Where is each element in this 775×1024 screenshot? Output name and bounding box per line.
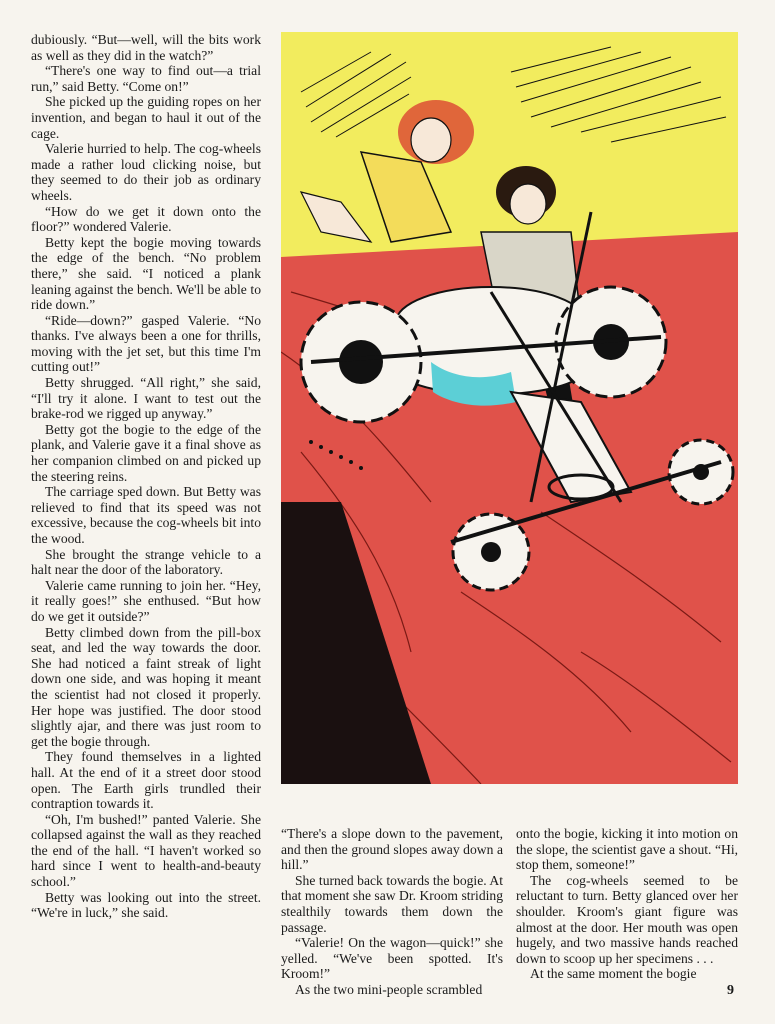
paragraph: Betty was looking out into the street. “We're in luck,” she said. bbox=[31, 889, 261, 921]
paragraph: Valerie hurried to help. The cog-wheels made a rather loud clicking noise, but they seemed to do their job as ordinary wheels. bbox=[31, 141, 261, 203]
paragraph: She picked up the guiding ropes on her invention, and began to haul it out of the cage. bbox=[31, 94, 261, 141]
paragraph: Betty shrugged. “All right,” she said, “I'll try it alone. I want to test out the brake-rod we rigged up anyway.” bbox=[31, 375, 261, 422]
paragraph: She turned back towards the bogie. At that moment she saw Dr. Kroom striding stealthily towards them down the passage. bbox=[281, 872, 503, 935]
paragraph: She brought the strange vehicle to a halt near the door of the laboratory. bbox=[31, 546, 261, 578]
paragraph: Betty got the bogie to the edge of the plank, and Valerie gave it a final shove as her companion climbed on and picked up the steering reins. bbox=[31, 421, 261, 484]
paragraph: “There's a slope down to the pavement, and then the ground slopes away down a hill.” bbox=[281, 826, 503, 873]
text-column-3 bbox=[516, 826, 738, 982]
text-column-2 bbox=[281, 826, 503, 998]
paragraph: “How do we get it down onto the floor?” wondered Valerie. bbox=[31, 203, 261, 235]
illustration-svg bbox=[281, 32, 738, 784]
paragraph: Betty climbed down from the pill-box seat, and led the way towards the door. She had noticed a faint streak of light down one side, and was hoping it meant the scientist had not closed it properly. Her hope was justified. The door stood slightly ajar, and there was just room to get the bogie through. bbox=[31, 624, 261, 749]
paragraph: As the two mini-people scrambled bbox=[295, 981, 483, 997]
paragraph: onto the bogie, kicking it into motion on the slope, the scientist gave a shout. “Hi, stop them, someone!” bbox=[516, 826, 738, 873]
paragraph: Valerie came running to join her. “Hey, it really goes!” she enthused. “But how do we get it outside?” bbox=[31, 577, 261, 624]
text-column-1 bbox=[31, 32, 261, 921]
paragraph: dubiously. “But—well, will the bits work as well as they did in the watch?” bbox=[31, 32, 261, 63]
paragraph: At the same moment the bogie bbox=[530, 966, 697, 982]
paragraph: The carriage sped down. But Betty was relieved to find that its speed was not excessive, because the cog-wheels bit into the wood. bbox=[31, 484, 261, 546]
paragraph: “Oh, I'm bushed!” panted Valerie. She collapsed against the wall as they reached the end of the hall. “I haven't worked so hard since I went to health-and-beauty school.” bbox=[31, 811, 261, 890]
paragraph: Betty kept the bogie moving towards the edge of the bench. “No problem there,” she said. “I noticed a plank leaning against the bench. We'll be able to ride down.” bbox=[31, 234, 261, 313]
paragraph: The cog-wheels seemed to be reluctant to turn. Betty glanced over her shoulder. Kroom's giant figure was almost at the door. Her mouth was open hugely, and two massive hands reached down to scoop up her specimens . . . bbox=[516, 872, 738, 966]
story-illustration bbox=[281, 32, 738, 784]
cogwheel-front-right bbox=[669, 440, 733, 504]
paragraph: They found themselves in a lighted hall. At the end of it a street door stood open. The Earth girls trundled their contraption towards it. bbox=[31, 749, 261, 812]
paragraph: “There's one way to find out—a trial run,” said Betty. “Come on!” bbox=[31, 63, 261, 94]
paragraph: “Valerie! On the wagon—quick!” she yelled. “We've been spotted. It's Kroom!” bbox=[281, 935, 503, 982]
cogwheel-front-left bbox=[453, 514, 529, 590]
page-number: 9 bbox=[727, 983, 734, 998]
paragraph: “Ride—down?” gasped Valerie. “No thanks. I've always been a one for thrills, moving with the jet set, but this time I'm cutting out!” bbox=[31, 312, 261, 375]
